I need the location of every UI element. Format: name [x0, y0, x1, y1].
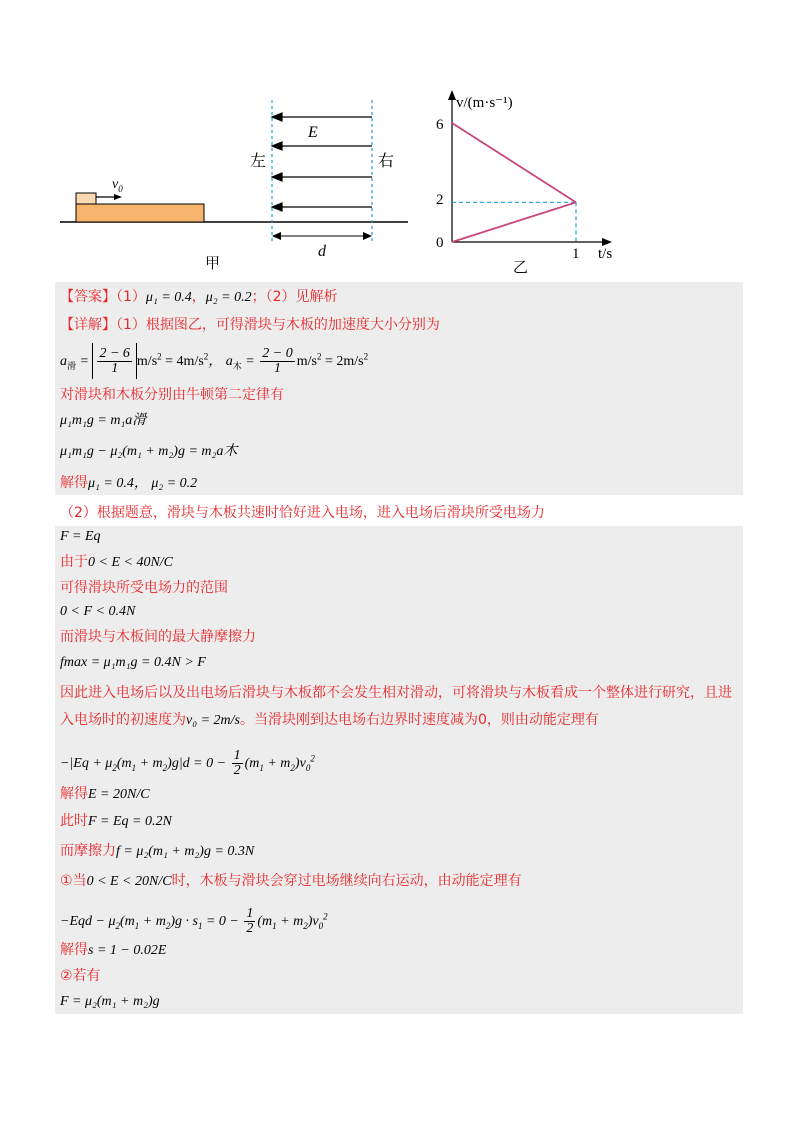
series-board-line: [452, 202, 576, 242]
y-tick-6: 6: [436, 117, 444, 133]
case1-line: ①当0 < E < 20N/C时，木板与滑块会穿过电场继续向右运动，由动能定理有: [60, 873, 522, 889]
caption-b: 乙: [513, 258, 529, 276]
eq-slider: μ₁m₁g = m₁a滑: [60, 413, 147, 428]
fmax-text: 而滑块与木板间的最大静摩擦力: [60, 629, 256, 645]
x-tick-1: 1: [572, 246, 580, 262]
field-label: E: [308, 124, 318, 141]
board: [76, 204, 204, 222]
field-lines: [272, 113, 372, 211]
part2-text: （2）根据题意，滑块与木板共速时恰好进入电场，进入电场后滑块所受电场力: [60, 505, 545, 521]
answer-mu1: μ₁ = 0.4: [145, 290, 192, 305]
y-tick-2: 2: [436, 192, 444, 208]
detail-tag: 【详解】: [60, 317, 116, 333]
detail-intro: 【详解】（1）根据图乙，可得滑块与木板的加速度大小分别为: [60, 317, 440, 333]
caption-a: 甲: [205, 254, 221, 272]
F-eq: F = Eq: [60, 529, 101, 544]
solve-s-line: 解得s = 1 − 0.02E: [60, 942, 167, 958]
problem-figure: [0, 0, 800, 290]
vt-graph: [436, 90, 612, 262]
eq-board: μ₁m₁g − μ₂(m₁ + m₂)g = m₂a木: [60, 444, 238, 459]
slider-block: [76, 193, 96, 204]
left-label: 左: [250, 151, 267, 170]
y-axis-label: v/(m·s⁻¹): [456, 95, 513, 111]
v0-arrowhead: [114, 194, 122, 200]
acceleration-equations: $a_滑$ = $\frac{2 - 6}{1}$ $m/s^2 = 4m/s^2$， $a_木$ = $\frac{2 - 0}{1}$ $m/s^2 = 2m/s^2$: [60, 338, 368, 383]
y-tick-0: 0: [436, 235, 444, 251]
solve1-line: 解得μ₁ = 0.4， μ₂ = 0.2: [60, 475, 198, 491]
case2-text: ②若有: [60, 968, 101, 984]
v0-label: $v_0$: [112, 177, 123, 194]
series-slider-line: [452, 123, 576, 202]
range-text: 可得滑块所受电场力的范围: [60, 580, 228, 596]
whole-text-2: 入电场时的初速度为v₀ = 2m/s。当滑块刚到达电场右边界时速度减为0，则由动能定理有: [60, 712, 599, 728]
now-line: 此时F = Eq = 0.2N: [60, 813, 172, 829]
case2-math: F = μ₂(m₁ + m₂)g: [60, 994, 160, 1009]
fric-line: 而摩擦力f = μ₂(m₁ + m₂)g = 0.3N: [60, 843, 255, 859]
range-math: 0 < F < 0.4N: [60, 604, 136, 619]
solveE-line: 解得E = 20N/C: [60, 786, 150, 802]
x-axis-label: t/s: [598, 246, 613, 262]
whole-text-1: 因此进入电场后以及出电场后滑块与木板都不会发生相对滑动，可将滑块与木板看成一个整体进行研究，且进: [60, 685, 732, 701]
width-label: d: [318, 243, 326, 260]
energy-eq-1: $-|Eq + \mu_2(m_1 + m_2)g|d = 0$ − $\frac{1}{2}$ $(m_1 + m_2)v_0^2$: [60, 747, 315, 778]
right-label: 右: [378, 151, 395, 170]
answer-tag: 【答案】: [60, 289, 116, 305]
energy-eq-2: $-Eqd - \mu_2(m_1 + m_2)g \cdot s_1 = 0$ − $\frac{1}{2}$ $(m_1 + m_2)v_0^2$: [60, 905, 328, 936]
since-line: 由于0 < E < 40N/C: [60, 554, 174, 570]
newton-text: 对滑块和木板分别由牛顿第二定律有: [60, 387, 284, 403]
answer-mu2: μ₂ = 0.2: [205, 290, 252, 305]
fmax-math: fmax = μ₁m₁g = 0.4N > F: [60, 655, 206, 670]
answer-line: 【答案】（1）μ₁ = 0.4，μ₂ = 0.2；（2）见解析: [60, 289, 338, 305]
